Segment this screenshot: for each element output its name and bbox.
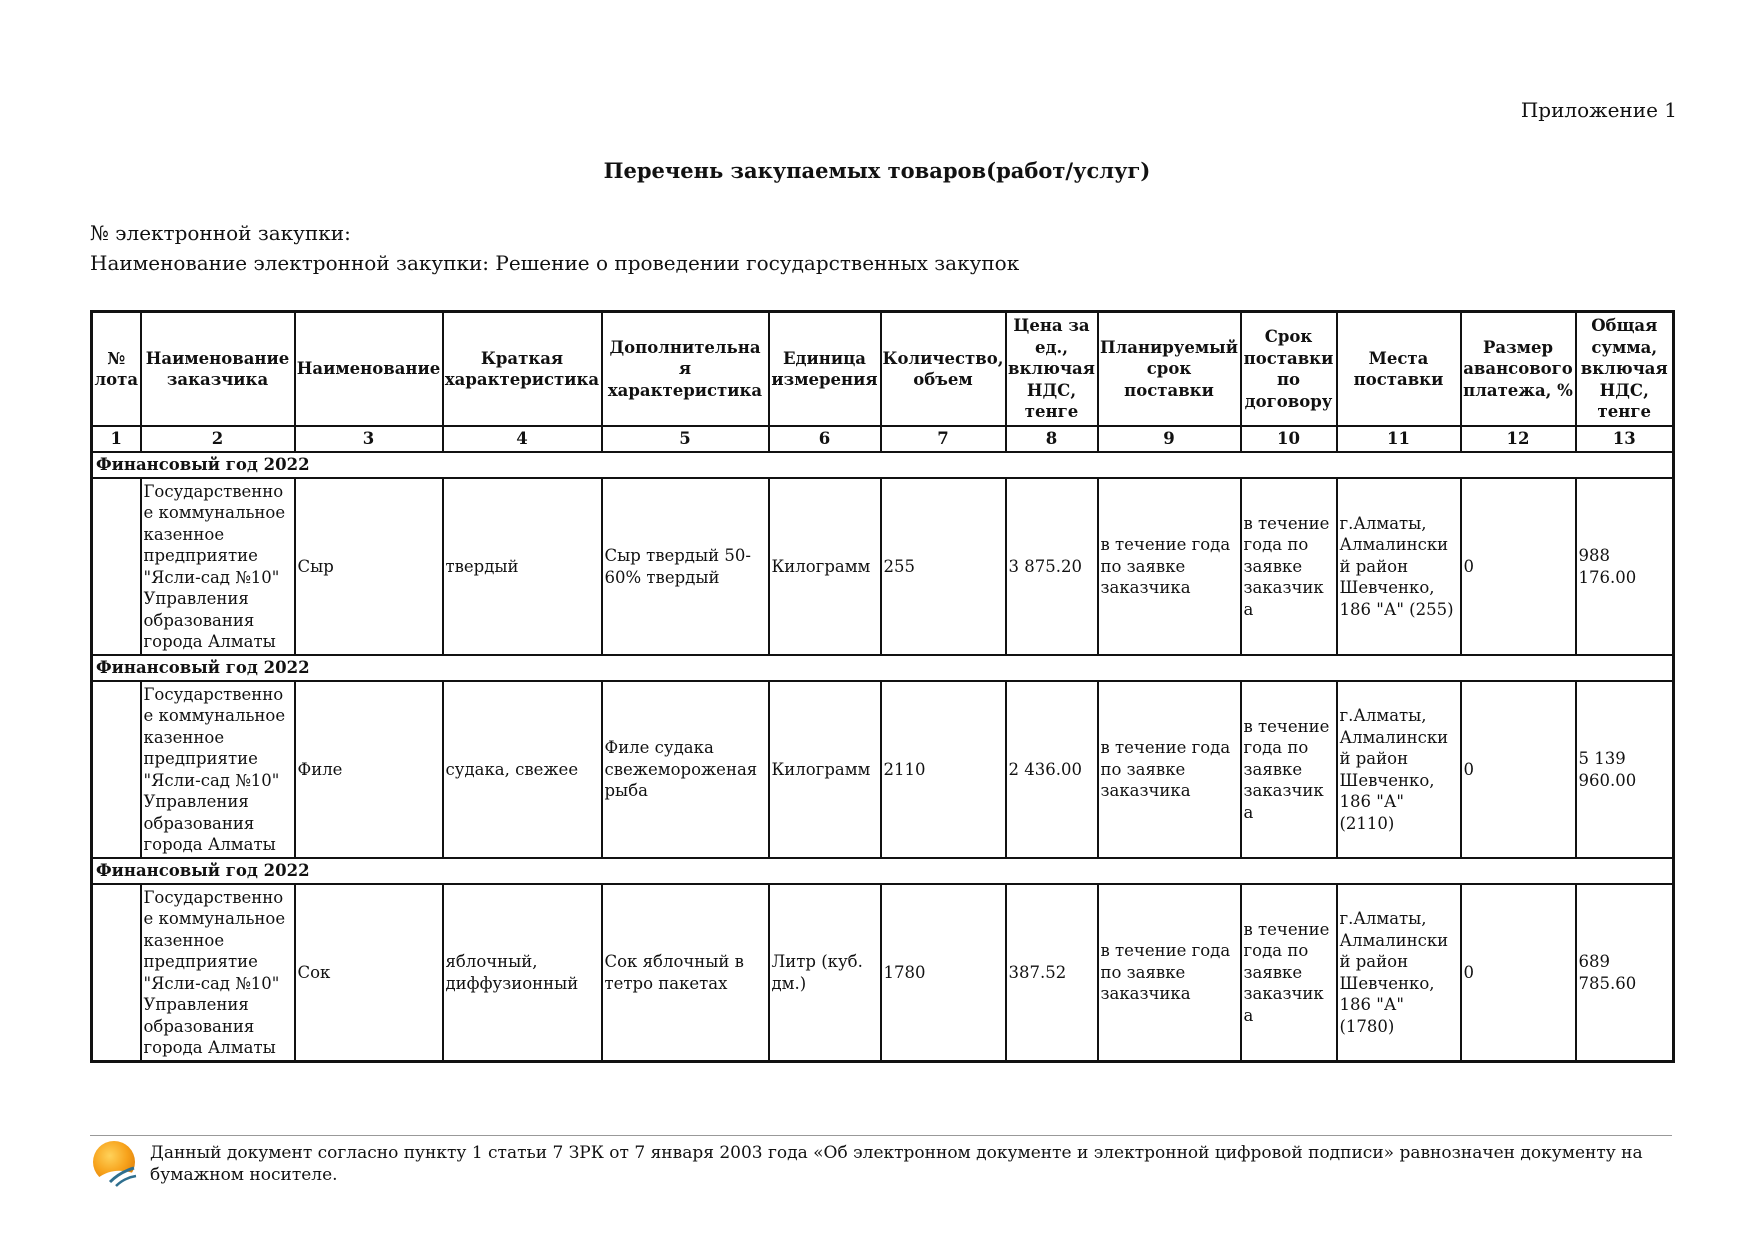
cell-unit: Килограмм [769, 478, 881, 655]
cell-price: 387.52 [1006, 884, 1098, 1062]
column-header: Дополнительная характеристика [602, 312, 769, 427]
column-header: Единица измерения [769, 312, 881, 427]
column-number: 9 [1098, 426, 1241, 452]
column-number: 8 [1006, 426, 1098, 452]
column-header: № лота [92, 312, 141, 427]
column-number: 2 [141, 426, 295, 452]
cell-total: 5 139 960.00 [1576, 681, 1674, 858]
cell-delivery-place: г.Алматы, Алмалинский район Шевченко, 186 "А" (255) [1337, 478, 1461, 655]
column-header-row [92, 312, 1674, 427]
appendix-label: Приложение 1 [1520, 98, 1677, 122]
cell-short-description: судака, свежее [443, 681, 602, 858]
cell-total: 988 176.00 [1576, 478, 1674, 655]
cell-short-description: яблочный, диффузионный [443, 884, 602, 1062]
cell-price: 2 436.00 [1006, 681, 1098, 858]
column-header: Планируемый срок поставки [1098, 312, 1241, 427]
footer-divider [90, 1135, 1672, 1136]
financial-year-label: Финансовый год 2022 [92, 452, 1674, 478]
document-title: Перечень закупаемых товаров(работ/услуг) [603, 158, 1151, 183]
cell-price: 3 875.20 [1006, 478, 1098, 655]
column-header: Цена за ед., включая НДС, тенге [1006, 312, 1098, 427]
cell-planned-delivery: в течение года по заявке заказчика [1098, 884, 1241, 1062]
column-number: 7 [881, 426, 1006, 452]
cell-short-description: твердый [443, 478, 602, 655]
cell-advance: 0 [1461, 884, 1576, 1062]
cell-lot [92, 884, 141, 1062]
column-number: 12 [1461, 426, 1576, 452]
legal-notice: Данный документ согласно пункту 1 статьи 7 ЗРК от 7 января 2003 года «Об электронном документе и электронной цифровой подписи» равнозначен документу на бумажном носителе. [150, 1143, 1643, 1185]
cell-contract-delivery: в течение года по заявке заказчика [1241, 478, 1337, 655]
financial-year-row [92, 452, 1674, 478]
cell-planned-delivery: в течение года по заявке заказчика [1098, 478, 1241, 655]
column-header: Срок поставки по договору [1241, 312, 1337, 427]
egov-sun-logo-icon [90, 1138, 140, 1188]
cell-name: Филе [295, 681, 443, 858]
column-number-row [92, 426, 1674, 452]
column-number: 13 [1576, 426, 1674, 452]
cell-advance: 0 [1461, 478, 1576, 655]
column-header: Краткая характеристика [443, 312, 602, 427]
cell-delivery-place: г.Алматы, Алмалинский район Шевченко, 186 "А" (2110) [1337, 681, 1461, 858]
table-row [92, 681, 1674, 858]
column-number: 3 [295, 426, 443, 452]
column-header: Общая сумма, включая НДС, тенге [1576, 312, 1674, 427]
column-number: 1 [92, 426, 141, 452]
cell-name: Сыр [295, 478, 443, 655]
cell-quantity: 2110 [881, 681, 1006, 858]
cell-unit: Килограмм [769, 681, 881, 858]
column-number: 11 [1337, 426, 1461, 452]
cell-planned-delivery: в течение года по заявке заказчика [1098, 681, 1241, 858]
cell-name: Сок [295, 884, 443, 1062]
column-header: Наименование [295, 312, 443, 427]
column-header: Наименование заказчика [141, 312, 295, 427]
cell-customer: Государственное коммунальное казенное предприятие "Ясли-сад №10" Управления образования города Алматы [141, 884, 295, 1062]
financial-year-label: Финансовый год 2022 [92, 858, 1674, 884]
cell-total: 689 785.60 [1576, 884, 1674, 1062]
financial-year-label: Финансовый год 2022 [92, 655, 1674, 681]
cell-quantity: 255 [881, 478, 1006, 655]
cell-contract-delivery: в течение года по заявке заказчика [1241, 884, 1337, 1062]
financial-year-row [92, 858, 1674, 884]
table-row [92, 884, 1674, 1062]
procurement-table [90, 310, 1675, 1063]
column-header: Количество, объем [881, 312, 1006, 427]
column-number: 4 [443, 426, 602, 452]
cell-customer: Государственное коммунальное казенное предприятие "Ясли-сад №10" Управления образования города Алматы [141, 478, 295, 655]
cell-customer: Государственное коммунальное казенное предприятие "Ясли-сад №10" Управления образования города Алматы [141, 681, 295, 858]
column-number: 10 [1241, 426, 1337, 452]
cell-lot [92, 478, 141, 655]
column-number: 6 [769, 426, 881, 452]
cell-extra-description: Сок яблочный в тетро пакетах [602, 884, 769, 1062]
cell-extra-description: Сыр твердый 50-60% твердый [602, 478, 769, 655]
cell-quantity: 1780 [881, 884, 1006, 1062]
column-number: 5 [602, 426, 769, 452]
cell-advance: 0 [1461, 681, 1576, 858]
procurement-number: № электронной закупки: [90, 221, 351, 245]
column-header: Размер авансового платежа, % [1461, 312, 1576, 427]
column-header: Места поставки [1337, 312, 1461, 427]
cell-contract-delivery: в течение года по заявке заказчика [1241, 681, 1337, 858]
cell-extra-description: Филе судака свежемороженая рыба [602, 681, 769, 858]
cell-lot [92, 681, 141, 858]
financial-year-row [92, 655, 1674, 681]
table-row [92, 478, 1674, 655]
cell-unit: Литр (куб. дм.) [769, 884, 881, 1062]
procurement-name: Наименование электронной закупки: Решение о проведении государственных закупок [90, 251, 1020, 275]
cell-delivery-place: г.Алматы, Алмалинский район Шевченко, 186 "А" (1780) [1337, 884, 1461, 1062]
